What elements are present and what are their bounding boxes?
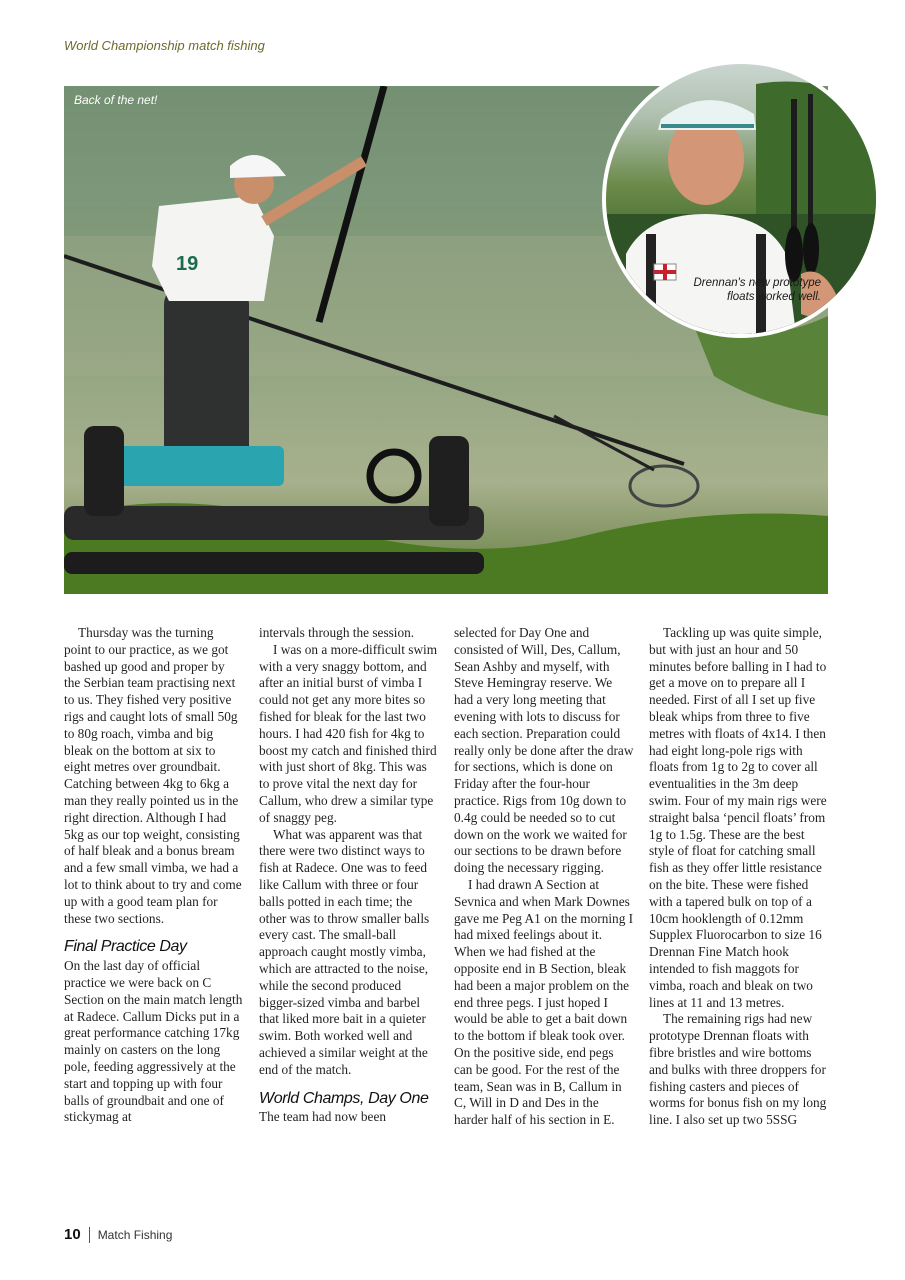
footer-divider	[89, 1227, 90, 1243]
running-head: World Championship match fishing	[64, 38, 265, 53]
column-3	[454, 625, 634, 1205]
photo-caption: Back of the net!	[74, 93, 158, 107]
page-footer	[64, 1226, 172, 1243]
paragraph: The remaining rigs had new prototype Drennan floats with fibre bristles and wire bottoms and bulks with three droppers for fishing casters and pieces of worms for bonus fish on my long line. I also set up two 5SSG	[649, 1011, 827, 1128]
paragraph: The team had now been	[259, 1109, 387, 1125]
paragraph: I had drawn A Section at Sevnica and when Mark Downes gave me Peg A1 on the morning I had mixed feelings about it. When we had fished at the opposite end in B Section, bleak had been a major problem on the end three pegs. I just hoped I would be able to get a bait down to the bottom if bleak took over. On the positive side, end pegs can be good. For the rest of the team, Sean was in B, Callum in C, Will in D and Des in the harder half of his section in E.	[454, 876, 634, 1128]
subheading-final-practice-day: Final Practice Day	[64, 938, 187, 956]
inset-caption: Drennan's new prototype floats worked well.	[693, 277, 821, 303]
paragraph: intervals through the session.	[259, 625, 415, 640]
paragraph: On the last day of official practice we were back on C Section on the main match length at Radece. Callum Dicks put in a great performance catching 17kg mainly on casters on the long pole, feeding aggressively at the start and topping up with four balls of groundbait and one of stickymag at	[64, 958, 243, 1125]
paragraph: What was apparent was that there were two distinct ways to fish at Radece. One was to feed like Callum with three or four balls potted in each time; the other was to throw smaller balls every cast. The small-ball approach caught mostly vimba, which are attracted to the noise, while the second produced bigger-sized vimba and barbel that liked more bait in a quieter swim. Both worked well and achieved a similar weight at the end of the match.	[259, 826, 430, 1077]
paragraph: selected for Day One and consisted of Will, Des, Callum, Sean Ashby and myself, with Steve Hemingray reserve. We had a very long meeting that evening with lots to discuss for each section. Preparation could really only be done after the draw for sections, which is done on Friday after the four-hour practice. Rigs from 10g down to 0.4g could be needed so to cut down on the work we waited for our sections to be drawn before doing the necessary rigging.	[454, 625, 634, 876]
angler-number: 19	[176, 253, 199, 275]
paragraph: I was on a more-difficult swim with a very snaggy bottom, and after an initial burst of vimba I could not get any more bites so fished for bleak for the last two hours. I had 420 fish for 4kg to boost my catch and finished third with just short of 8kg. This was to prove vital the next day for Callum, who drew a similar type of snaggy peg.	[259, 641, 438, 825]
publication-name: Match Fishing	[97, 1227, 173, 1242]
column-2	[259, 625, 439, 1205]
paragraph: Thursday was the turning point to our practice, as we got bashed up good and proper by the Serbian team practising next to us. They fished very positive rigs and caught lots of small 50g to 80g roach, vimba and big bleak on the bottom at six to eight metres over groundbait. Catching between 4kg to 6kg a man they really pointed us in the right direction. Although I had 5kg as our top weight, consisting of half bleak and a bonus bream and a few small vimba, we had a lot to think about to try and come up with a good team plan for these two sections.	[64, 625, 242, 926]
column-4	[649, 625, 829, 1205]
column-1	[64, 625, 244, 1205]
paragraph: Tackling up was quite simple, but with just an hour and 50 minutes before balling in I had to get a move on to prepare all I needed. First of all I set up five bleak whips from three to five metres with floats of 4x14. I then had eight long-pole rigs with floats from 1g to 2g to cover all eventualities in the 3m deep swim. Four of my main rigs were straight balsa ‘pencil floats’ from 1g to 1.5g. These are the best style of float for catching small fish as they offer little resistance on the bite. These were fished with a tapered bulk on top of a 10cm hooklength of 0.12mm Supplex Fluorocarbon to size 16 Drennan Fine Match hook intended to fish maggots for vimba, roach and bleak on two lines at 11 and 13 metres.	[649, 625, 827, 1010]
article-body	[64, 625, 830, 1205]
subheading-world-champs-day-one: World Champs, Day One	[259, 1089, 429, 1107]
page-number: 10	[64, 1226, 81, 1243]
